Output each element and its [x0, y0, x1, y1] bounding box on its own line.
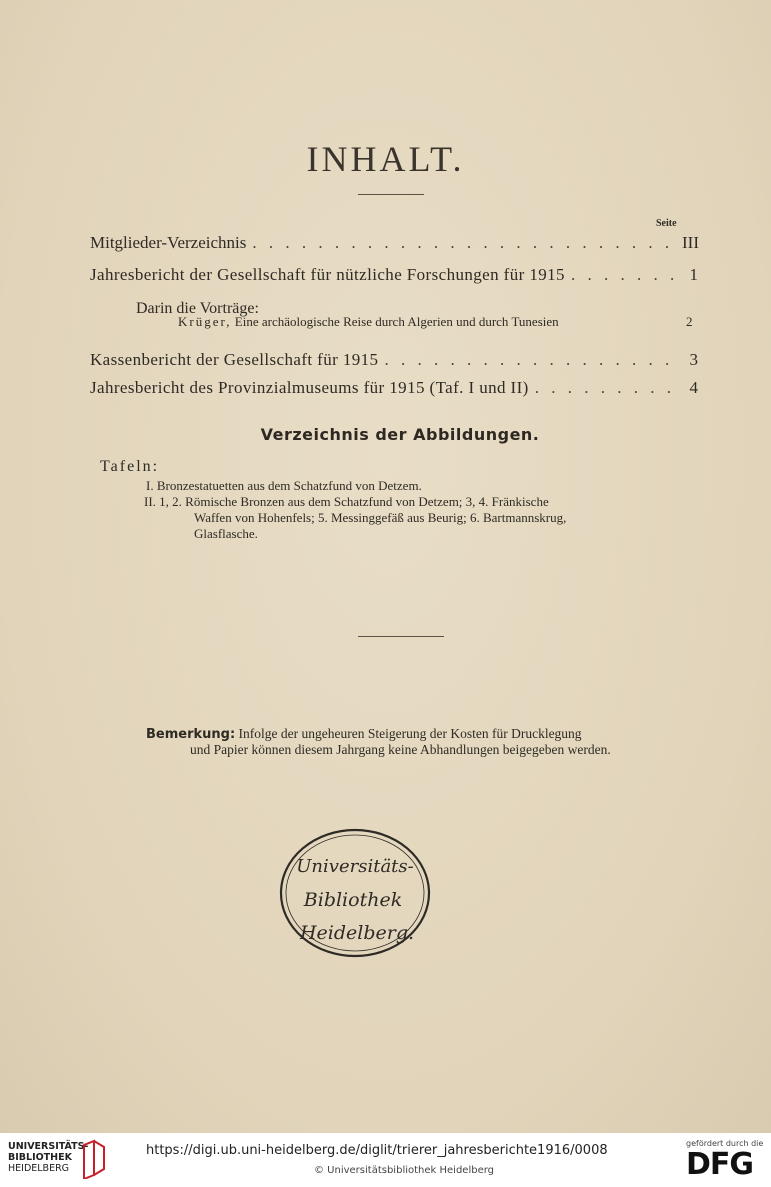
title-rule [358, 194, 424, 195]
toc-entry-page: 3 [689, 350, 698, 369]
viewer-footer [0, 1133, 771, 1187]
remark [146, 726, 716, 758]
plate-line: Waffen von Hohenfels; 5. Messinggefäß aus Beurig; 6. Bartmannskrug, [194, 510, 567, 525]
toc-entry [90, 350, 698, 374]
illustrations-heading: Verzeichnis der Abbildungen. [260, 425, 540, 444]
dfg-logo[interactable]: DFG [686, 1147, 754, 1182]
toc-entry [90, 378, 698, 402]
section-rule [358, 636, 444, 637]
plate-line: Glasflasche. [194, 526, 258, 541]
remark-label: Bemerkung: [146, 727, 236, 742]
page-column-label: Seite [656, 218, 677, 229]
copyright-notice: © Universitätsbibliothek Heidelberg [314, 1165, 495, 1176]
toc-entry-title: Mitglieder-Verzeichnis [90, 233, 247, 252]
toc-entry-page: 1 [689, 265, 698, 284]
plate-entry: I. Bronzestatuetten aus dem Schatzfund von Detzem. [146, 478, 422, 493]
library-stamp [277, 826, 433, 960]
remark-text: und Papier können diesem Jahrgang keine Abhandlungen beigegeben werden. [190, 742, 611, 757]
plates-label: Tafeln: [100, 458, 160, 475]
library-logo[interactable] [8, 1141, 88, 1174]
toc-entry-title: Jahresbericht der Gesellschaft für nützliche Forschungen für 1915 [90, 265, 565, 284]
stamp-line: Bibliothek [303, 889, 403, 911]
stamp-line: Universitäts- [296, 856, 414, 877]
remark-text: Infolge der ungeheuren Steigerung der Kosten für Drucklegung [238, 726, 582, 741]
toc-entry [90, 265, 698, 289]
toc-entry-page: 4 [689, 378, 698, 397]
toc-entry-page: III [682, 233, 699, 252]
plate-line: II. 1, 2. Römische Bronzen aus dem Schatzfund von Detzem; 3, 4. Fränkische [144, 494, 549, 509]
logo-line: BIBLIOTHEK [8, 1152, 72, 1163]
toc-leader [571, 265, 676, 285]
logo-line: UNIVERSITÄTS- [8, 1141, 89, 1152]
page-title: INHALT. [306, 139, 465, 179]
toc-leader [535, 378, 676, 398]
funding-label: gefördert durch die [686, 1139, 764, 1148]
lecture-author: Krüger, [178, 314, 232, 329]
toc-entry [90, 233, 698, 257]
plate-entry [144, 494, 704, 542]
library-logo-icon [80, 1139, 106, 1179]
stamp-line: Heidelberg. [299, 922, 415, 944]
lectures-label: Darin die Vorträge: [136, 300, 259, 317]
toc-leader [252, 233, 676, 253]
toc-entry-title: Jahresbericht des Provinzialmuseums für 1915 (Taf. I und II) [90, 378, 529, 397]
logo-line: HEIDELBERG [8, 1163, 70, 1174]
toc-leader [384, 350, 676, 370]
permalink[interactable]: https://digi.ub.uni-heidelberg.de/diglit/trierer_jahresberichte1916/0008 [146, 1143, 608, 1158]
toc-entry-title: Kassenbericht der Gesellschaft für 1915 [90, 350, 379, 369]
lecture-page: 2 [686, 314, 693, 329]
lecture-entry [178, 314, 559, 330]
lecture-title: Eine archäologische Reise durch Algerien und durch Tunesien [234, 314, 559, 329]
